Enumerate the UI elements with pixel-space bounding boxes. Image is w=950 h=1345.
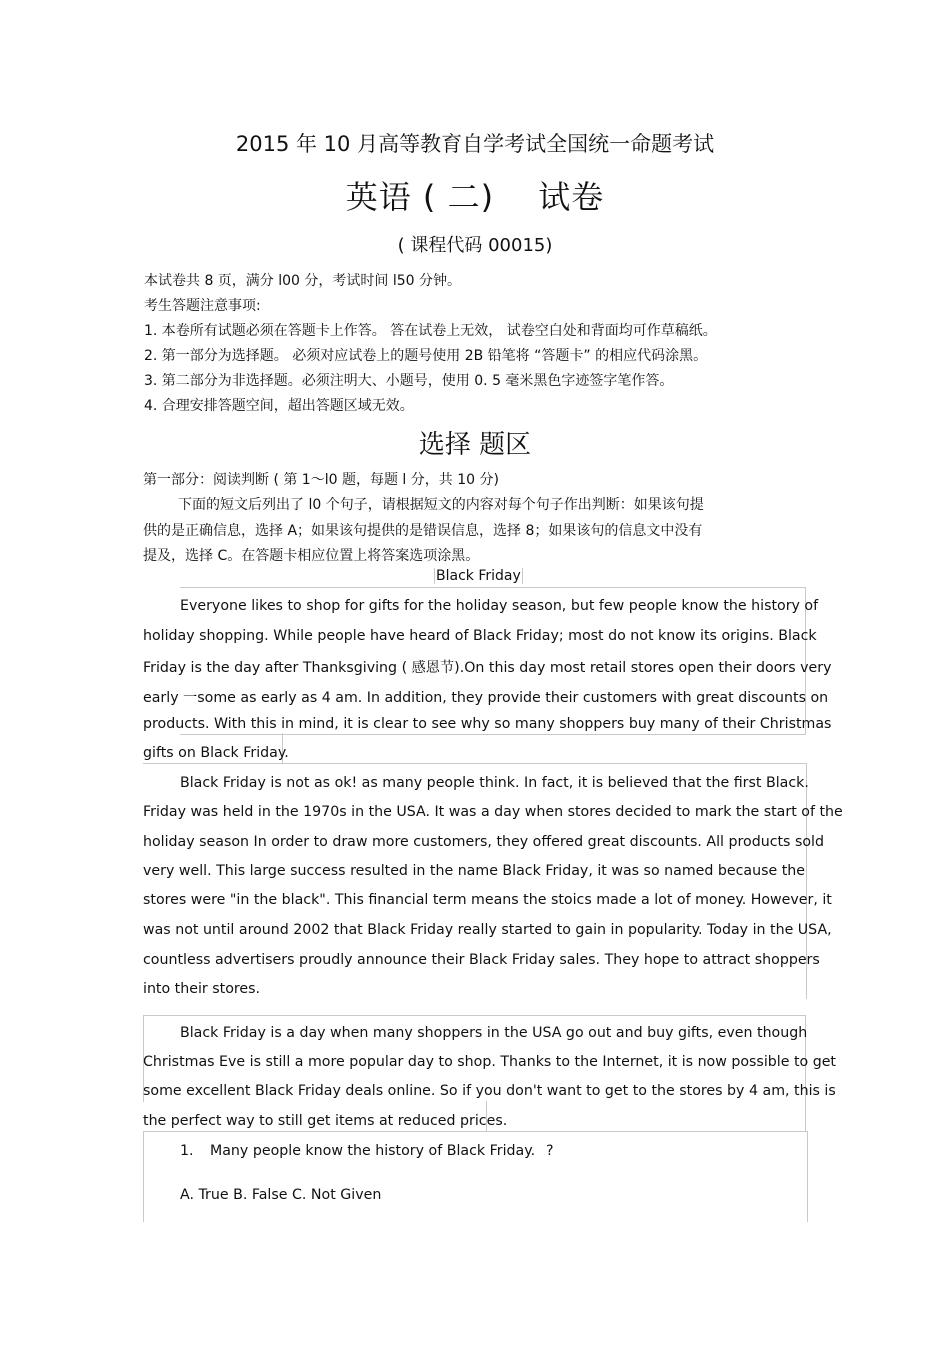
- passage-frame-3b: [486, 1101, 806, 1132]
- p2-line-5: stores were "in the black". This financial term means the stoics made a lot of money. However, it: [143, 892, 832, 908]
- p1-line-4: early 一some as early as 4 am. In addition, they provide their customers with great discounts on: [143, 690, 829, 706]
- p2-line-8: into their stores.: [143, 981, 261, 997]
- question-number: 1.: [180, 1143, 194, 1159]
- p1-line-3: Friday is the day after Thanksgiving ( 感恩节).On this day most retail stores open their doors very: [143, 660, 832, 676]
- course-code: ( 课程代码 00015): [397, 235, 553, 256]
- part-heading: 第一部分：阅读判断 ( 第 1～l0 题，每题 l 分，共 10 分): [143, 472, 499, 488]
- p3-line-4: the perfect way to still get items at reduced prices.: [143, 1113, 508, 1129]
- p2-line-7: countless advertisers proudly announce their Black Friday sales. They hope to attract shoppers: [143, 952, 820, 968]
- p1-line-6: gifts on Black Friday.: [143, 745, 289, 761]
- p3-line-3: some excellent Black Friday deals online. So if you don't want to get to the stores by 4 am, this is: [143, 1083, 836, 1099]
- instruction-line-2: 供的是正确信息，选择 A；如果该句提供的是错误信息，选择 8；如果该句的信息文中没有: [143, 523, 703, 539]
- notes-heading: 考生答题注意事项:: [144, 298, 261, 314]
- question-mark: ?: [546, 1143, 554, 1159]
- note-item-2: 2. 第一部分为选择题。 必须对应试卷上的题号使用 2B 铅笔将 “答题卡” 的相应代码涂黑。: [144, 348, 708, 364]
- passage-title: Black Friday: [436, 568, 521, 584]
- question-text: Many people know the history of Black Friday.: [210, 1143, 536, 1159]
- p2-line-4: very well. This large success resulted in the name Black Friday, it was so named because the: [143, 863, 806, 879]
- p2-line-3: holiday season In order to draw more customers, they offered great discounts. All products sold: [143, 834, 824, 850]
- p3-line-1: Black Friday is a day when many shoppers in the USA go out and buy gifts, even though: [180, 1025, 808, 1041]
- p2-line-2: Friday was held in the 1970s in the USA. It was a day when stores decided to mark the start of the: [143, 804, 843, 820]
- section-title: 选择 题区: [418, 430, 532, 460]
- exam-intro: 本试卷共 8 页，满分 l00 分，考试时间 l50 分钟。: [144, 273, 462, 289]
- p1-line-5: products. With this in mind, it is clear to see why so many shoppers buy many of their Christmas: [143, 716, 832, 732]
- note-item-1: 1. 本卷所有试题必须在答题卡上作答。 答在试卷上无效， 试卷空白处和背面均可作草稿纸。: [144, 323, 717, 339]
- question-options: A. True B. False C. Not Given: [180, 1187, 382, 1203]
- note-item-3: 3. 第二部分为非选择题。必须注明大、小题号，使用 0. 5 毫米黑色字迹签字笔作答。: [144, 373, 674, 389]
- passage-frame-1b: [282, 733, 806, 764]
- note-item-4: 4. 合理安排答题空间，超出答题区域无效。: [144, 398, 414, 414]
- p1-line-2: holiday shopping. While people have heard of Black Friday; most do not know its origins. Black: [143, 628, 817, 644]
- subject-title: 英语 ( 二) 试卷: [345, 178, 605, 216]
- exam-title: 2015 年 10 月高等教育自学考试全国统一命题考试: [235, 132, 715, 156]
- p2-line-6: was not until around 2002 that Black Friday really started to gain in popularity. Today in the USA,: [143, 922, 832, 938]
- instruction-line-3: 提及，选择 C。在答题卡相应位置上将答案选项涂黑。: [143, 548, 480, 564]
- p1-line-1: Everyone likes to shop for gifts for the holiday season, but few people know the history of: [180, 598, 819, 614]
- p2-line-1: Black Friday is not as ok! as many people think. In fact, it is believed that the first Black.: [180, 775, 809, 791]
- p3-line-2: Christmas Eve is still a more popular day to shop. Thanks to the Internet, it is now possible to get: [143, 1054, 836, 1070]
- instruction-line-1: 下面的短文后列出了 l0 个句子，请根据短文的内容对每个句子作出判断：如果该句提: [178, 497, 704, 513]
